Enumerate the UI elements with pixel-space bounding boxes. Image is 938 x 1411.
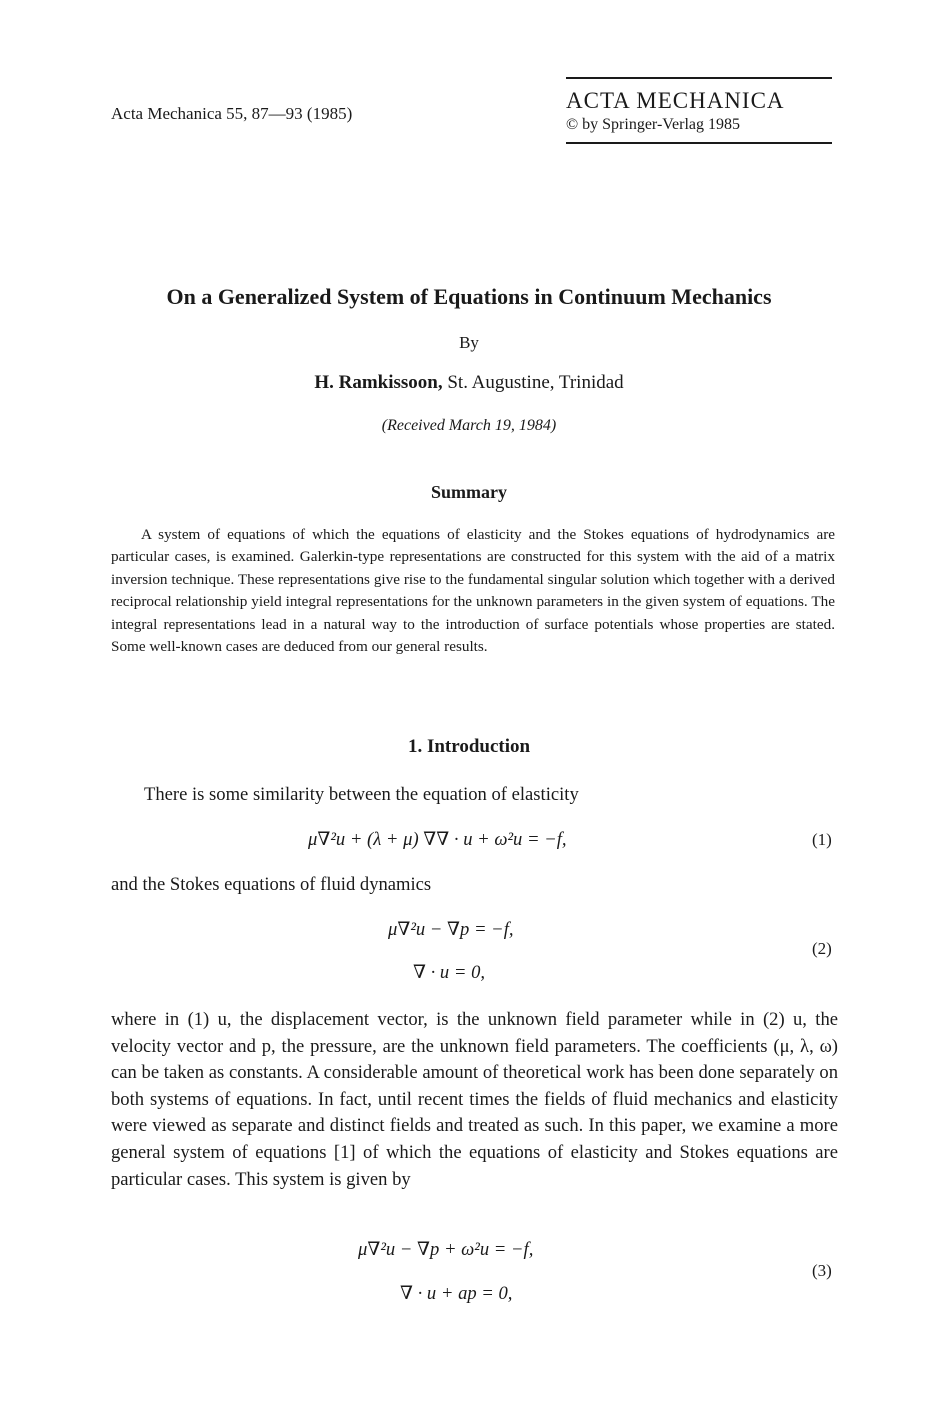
equation-2-number: (2) <box>812 939 832 958</box>
byline-by: By <box>459 333 479 352</box>
equation-2a: μ∇²u − ∇p = −f, <box>388 919 514 940</box>
intro-paragraph-2: and the Stokes equations of fluid dynamics <box>111 874 432 895</box>
equation-3a: μ∇²u − ∇p + ω²u = −f, <box>358 1239 534 1260</box>
summary-heading: Summary <box>431 482 507 502</box>
masthead-top-rule <box>566 77 832 79</box>
introduction-heading: 1. Introduction <box>407 736 531 757</box>
journal-masthead <box>566 77 832 144</box>
received-date: (Received March 19, 1984) <box>381 417 557 434</box>
equation-2b: ∇ · u = 0, <box>413 962 486 983</box>
journal-name: ACTA MECHANICA <box>566 88 785 113</box>
copyright-line: © by Springer-Verlag 1985 <box>566 116 741 133</box>
intro-paragraph-1: There is some similarity between the equation of elasticity <box>144 784 579 805</box>
paper-title: On a Generalized System of Equations in Continuum Mechanics <box>166 284 772 309</box>
journal-citation: Acta Mechanica 55, 87—93 (1985) <box>111 104 353 123</box>
summary-text: A system of equations of which the equations of elasticity and the Stokes equations of hydrodynamics are particular cases, is examined. Galerkin-type representations are constructed for this system with the aid of a matrix inversion technique. These representations give rise to the fundamental singular solution which together with a derived reciprocal relationship yield integral representations for the unknown parameters in the given system of equations. The integral representations lead in a natural way to the introduction of surface potentials whose properties are stated. Some well-known cases are deduced from our general results. <box>111 526 835 656</box>
intro-paragraph-3: where in (1) u, the displacement vector, is the unknown field parameter while in (2) u, the velocity vector and p, the pressure, are the unknown field parameters. The coefficients (μ, λ, ω) can be taken as constants. A considerable amount of theoretical work has been done separately on both systems of equations. In fact, until recent times the fields of fluid mechanics and elasticity were viewed as separate and distinct fields and treated as such. In this paper, we examine a more general system of equations [1] of which the equations of elasticity and Stokes equations are particular cases. This system is given by <box>111 1009 838 1190</box>
masthead-bottom-rule <box>566 142 832 144</box>
equation-1-number: (1) <box>812 830 832 849</box>
equation-1: μ∇²u + (λ + μ) ∇∇ · u + ω²u = −f, <box>308 829 567 850</box>
author-location: St. Augustine, Trinidad <box>442 372 624 393</box>
equation-3-number: (3) <box>812 1261 832 1280</box>
author-line <box>0 372 938 394</box>
author-name: H. Ramkissoon, <box>314 372 443 393</box>
equation-3b: ∇ · u + ap = 0, <box>400 1283 513 1304</box>
